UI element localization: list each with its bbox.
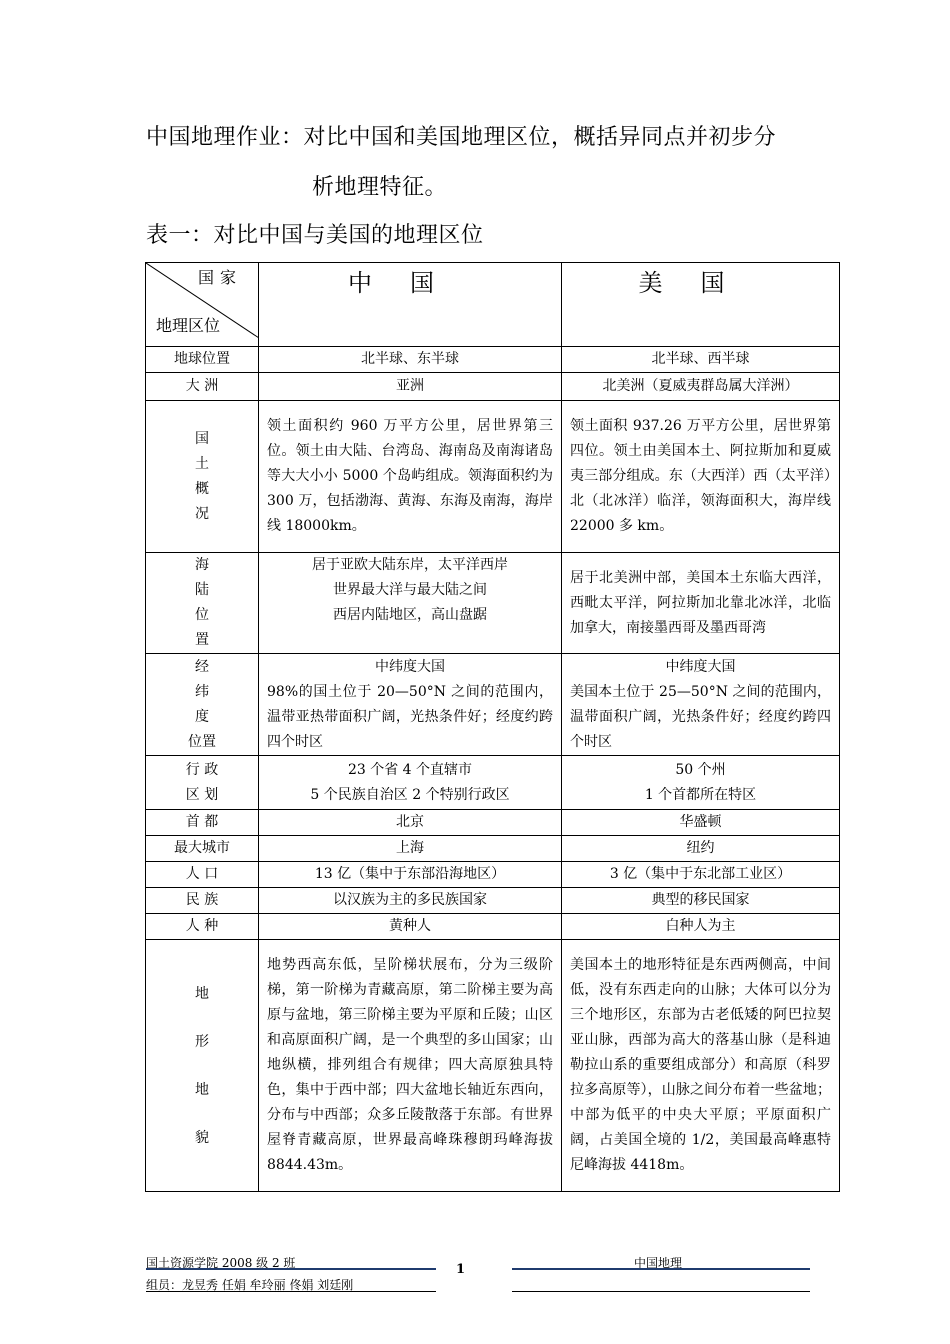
row-label: 人 口: [146, 862, 259, 888]
footer-course: 中国地理: [634, 1256, 683, 1270]
table-row: [146, 373, 840, 401]
footer-rule: [146, 1291, 436, 1292]
cell-usa: 美国本土的地形特征是东西两侧高，中间低，没有东西走向的山脉；大体可以分为三个地形区，东部为古老低矮的阿巴拉契亚山脉，西部为高大的落基山脉（是科迪勒拉山系的重要组成部分）和高原（科罗拉多高原等），山脉之间分布着一些盆地；中部为低平的中央大平原；平原面积广阔，占美国全境的 1/2，美国最高峰惠特尼峰海拔 4418m。: [562, 940, 840, 1192]
cell-usa: 中纬度大国 美国本土位于 25—50°N 之间的范围内，温带面积广阔，光热条件好；经度约跨四个时区: [562, 654, 840, 756]
table-row: [146, 401, 840, 553]
cell-usa: 领土面积 937.26 万平方公里，居世界第四位。领土由美国本土、阿拉斯加和夏威夷三部分组成。东（大西洋）西（太平洋）北（北冰洋）临洋，领海面积大，海岸线 22000 多 km。: [562, 401, 840, 553]
header-region-label: 地理区位: [156, 316, 221, 335]
table-row: [146, 553, 840, 654]
cell-usa: 3 亿（集中于东北部工业区）: [562, 862, 840, 888]
cell-china: 北京: [259, 810, 562, 836]
cell-china: 地势西高东低，呈阶梯状展布，分为三级阶梯，第一阶梯为青藏高原，第二阶梯主要为高原与盆地，第三阶梯主要为平原和丘陵；山区和高原面积广阔，是一个典型的多山国家；山地纵横，排列组合有规律；四大高原独具特色，集中于西中部；四大盆地长轴近东西向，分布与中西部；众多丘陵散落于东部。有世界屋脊青藏高原，世界最高峰珠穆朗玛峰海拔 8844.43m。: [259, 940, 562, 1192]
cell-usa: 纽约: [562, 836, 840, 862]
table-row: [146, 654, 840, 756]
cell-usa: 50 个州 1 个首都所在特区: [562, 756, 840, 810]
header-corner-cell: [146, 263, 259, 347]
cell-usa: 典型的移民国家: [562, 888, 840, 914]
table-row: [146, 836, 840, 862]
header-china: 中国: [259, 263, 562, 347]
cell-usa: 北半球、西半球: [562, 347, 840, 373]
table-row: [146, 862, 840, 888]
row-label: 民 族: [146, 888, 259, 914]
cell-usa: 居于北美洲中部，美国本土东临大西洋，西毗太平洋，阿拉斯加北靠北冰洋，北临加拿大，南接墨西哥及墨西哥湾: [562, 553, 840, 654]
table-row: [146, 888, 840, 914]
cell-china: 黄种人: [259, 914, 562, 940]
table-row: [146, 810, 840, 836]
row-label: 国 土 概 况: [146, 401, 259, 553]
cell-china: 亚洲: [259, 373, 562, 401]
page-title-line-2: 析地理特征。: [312, 175, 448, 200]
cell-china: 上海: [259, 836, 562, 862]
comparison-table: [145, 262, 840, 1192]
cell-china: 13 亿（集中于东部沿海地区）: [259, 862, 562, 888]
row-label: 最大城市: [146, 836, 259, 862]
table-row: [146, 756, 840, 810]
header-usa: 美国: [562, 263, 840, 347]
cell-china: 领土面积约 960 万平方公里，居世界第三位。领土由大陆、台湾岛、海南岛及南海诸岛等大大小小 5000 个岛屿组成。领海面积约为 300 万，包括渤海、黄海、东海及南海，海岸线 18000km。: [259, 401, 562, 553]
cell-usa: 华盛顿: [562, 810, 840, 836]
row-label: 行 政 区 划: [146, 756, 259, 810]
footer-rule: [512, 1291, 810, 1292]
cell-china: 北半球、东半球: [259, 347, 562, 373]
page-title-line-1: 中国地理作业：对比中国和美国地理区位，概括异同点并初步分: [146, 125, 777, 150]
cell-usa: 白种人为主: [562, 914, 840, 940]
table-row: [146, 347, 840, 373]
cell-china: 以汉族为主的多民族国家: [259, 888, 562, 914]
page-number: 1: [456, 1262, 466, 1277]
row-label: 大 洲: [146, 373, 259, 401]
header-country-label: 国家: [198, 268, 243, 287]
row-label: 人 种: [146, 914, 259, 940]
row-label: 经 纬 度 位置: [146, 654, 259, 756]
table-row: [146, 940, 840, 1192]
cell-china: 居于亚欧大陆东岸，太平洋西岸 世界最大洋与最大陆之间 西居内陆地区，高山盘踞: [259, 553, 562, 654]
table-header-row: [146, 263, 840, 347]
footer-rule: [146, 1268, 436, 1270]
cell-china: 23 个省 4 个直辖市 5 个民族自治区 2 个特别行政区: [259, 756, 562, 810]
row-label: 首 都: [146, 810, 259, 836]
footer-members: 组员：龙昱秀 任娟 牟玲丽 佟娟 刘廷刚: [146, 1278, 354, 1292]
cell-usa: 北美洲（夏威夷群岛属大洋洲）: [562, 373, 840, 401]
row-label: 地 形 地 貌: [146, 940, 259, 1192]
table-title: 表一：对比中国与美国的地理区位: [146, 223, 484, 248]
footer-school: 国土资源学院 2008 级 2 班: [146, 1256, 296, 1270]
cell-china: 中纬度大国 98%的国土位于 20—50°N 之间的范围内，温带亚热带面积广阔，光热条件好；经度约跨四个时区: [259, 654, 562, 756]
row-label: 海 陆 位 置: [146, 553, 259, 654]
table-row: [146, 914, 840, 940]
footer-rule: [512, 1268, 810, 1270]
row-label: 地球位置: [146, 347, 259, 373]
